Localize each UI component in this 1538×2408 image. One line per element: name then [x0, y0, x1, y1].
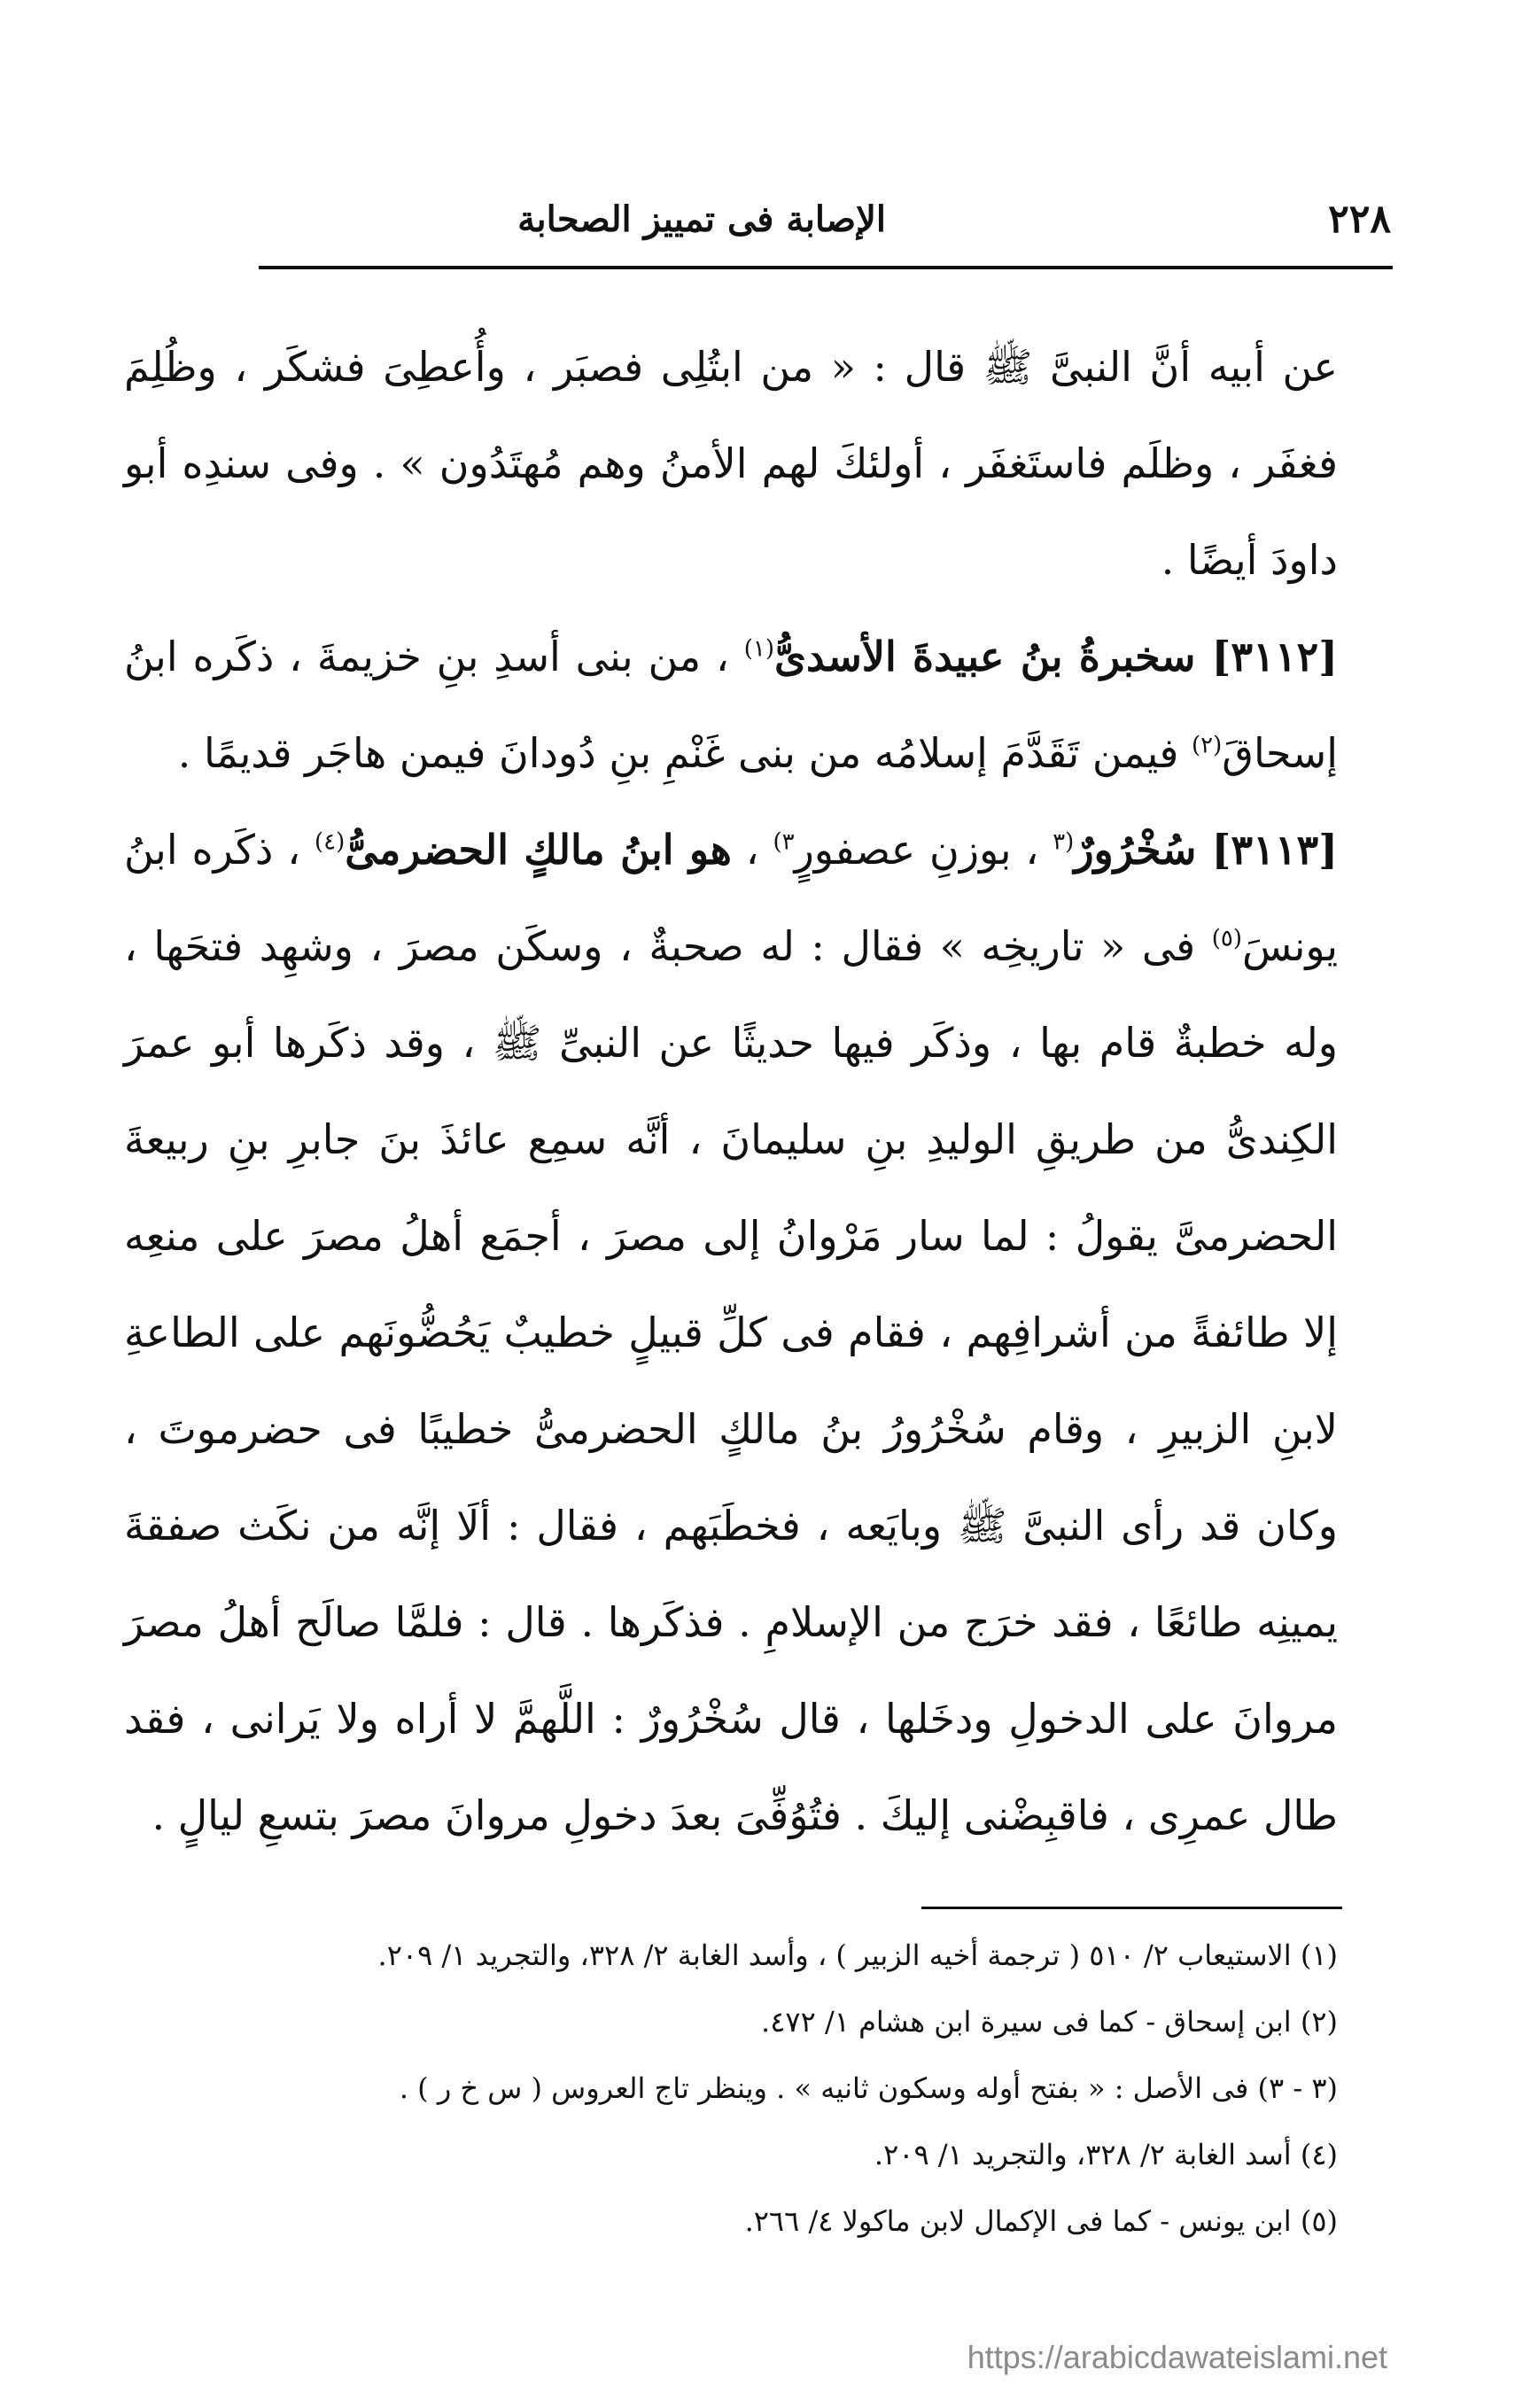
footnote-1: (١) الاستيعاب ٢/ ٥١٠ ( ترجمة أخيه الزبير ) ، وأسد الغابة ٢/ ٣٢٨، والتجريد ١/ ٢٠٩. [377, 1938, 1338, 1972]
footnote-ref: (٤) [314, 828, 346, 856]
footnote-4: (٤) أسد الغابة ٢/ ٣٢٨، والتجريد ١/ ٢٠٩. [874, 2138, 1338, 2171]
entry-text: ، من بنى أسدِ بنِ خزيمةَ ، ذكَره ابنُ إسحاقَ [124, 633, 1338, 777]
page-header [266, 193, 1391, 255]
footnote-ref: ٣) [773, 828, 795, 856]
footnote-5: (٥) ابن يونس - كما فى الإكمال لابن ماكولا ٤/ ٢٦٦. [744, 2204, 1338, 2238]
entry-subheading: هو ابنُ مالكٍ الحضرمىُّ [345, 826, 732, 874]
footnote-2: (٢) ابن إسحاق - كما فى سيرة ابن هشام ١/ ٤٧٢. [761, 2005, 1338, 2039]
entry-text: ، ذكَره ابنُ يونسَ [124, 826, 1338, 970]
entry-text: فى « تاريخِه » فقال : له صحبةٌ ، وسكَن مصرَ ، وشهِد فتحَها ، وله خطبةٌ قام بها ، وذكَر فيها حديثًا عن النبىِّ ﷺ ، وقد ذكَرها أبو عمرَ الكِندىُّ من طريقِ الوليدِ بنِ سليمانَ ، أنَّه سمِع عائذَ بنَ جابرِ بنِ ربيعةَ الحضرمىَّ يقولُ : لما سار مَرْوانُ إلى مصرَ ، أجمَع أهلُ مصرَ على منعِه إلا طائفةً من أشرافِهم ، فقام فى كلِّ قبيلٍ خطيبٌ يَحُضُّونَهم على الطاعةِ لابنِ الزبيرِ ، وقام سُخْرُورُ بنُ مالكٍ الحضرمىُّ خطيبًا فى حضرموتَ ، وكان قد رأى النبىَّ ﷺ وبايَعه ، فخطَبَهم ، فقال : ألَا إنَّه من نكَث صفقةَ يمينِه طائعًا ، فقد خرَج من الإسلامِ . فذكَرها . قال : فلمَّا صالَح أهلُ مصرَ مروانَ على الدخولِ ودخَلها ، قال سُخْرُورٌ : اللَّهمَّ لا أراه ولا يَرانى ، فقد طال عمرِى ، فاقبِضْنى إليكَ . فتُوُفِّىَ بعدَ دخولِ مروانَ مصرَ بتسعِ ليالٍ . [124, 922, 1339, 1839]
entry-text: ، [731, 826, 773, 874]
entry-heading: [٣١١٢] سخبرةُ بنُ عبيدةَ الأسدىُّ [774, 633, 1339, 680]
paragraph-continuation: عن أبيه أنَّ النبىَّ ﷺ قال : « من ابتُلِى فصبَر ، وأُعطِىَ فشكَر ، وظُلِمَ فغفَر ، وظلَم فاستَغفَر ، أولئكَ لهم الأمنُ وهم مُهتَدُون » . وفى سندِه أبو داودَ أيضًا . [124, 343, 1338, 584]
footnote-3: (٣ - ٣) فى الأصل : « بفتح أوله وسكون ثانيه » . وينظر تاج العروس ( س خ ر ) . [399, 2071, 1338, 2105]
entry-3112 [124, 609, 1338, 802]
running-title: الإصابة فى تمييز الصحابة [517, 198, 886, 240]
footnote-divider [921, 1907, 1342, 1909]
header-divider [259, 266, 1393, 269]
watermark-url: https://arabicdawateislami.net [967, 2339, 1387, 2375]
footnote-ref: (٢) [1191, 732, 1223, 759]
footnotes [133, 1923, 1338, 2255]
entry-3113 [124, 802, 1338, 1864]
page-number: ٢٢٨ [1328, 197, 1391, 242]
entry-text: فيمن تَقَدَّمَ إسلامُه من بنى غَنْمِ بنِ دُودانَ فيمن هاجَر قديمًا . [177, 729, 1192, 777]
main-text [124, 319, 1338, 1864]
entry-heading: [٣١١٣] سُخْرُورٌ [1074, 826, 1338, 874]
footnote-ref: (٣ [1053, 828, 1075, 856]
entry-text: ، بوزنِ عصفورٍ [794, 826, 1053, 874]
footnote-ref: (٥) [1211, 925, 1242, 952]
footnote-ref: (١) [743, 635, 775, 663]
